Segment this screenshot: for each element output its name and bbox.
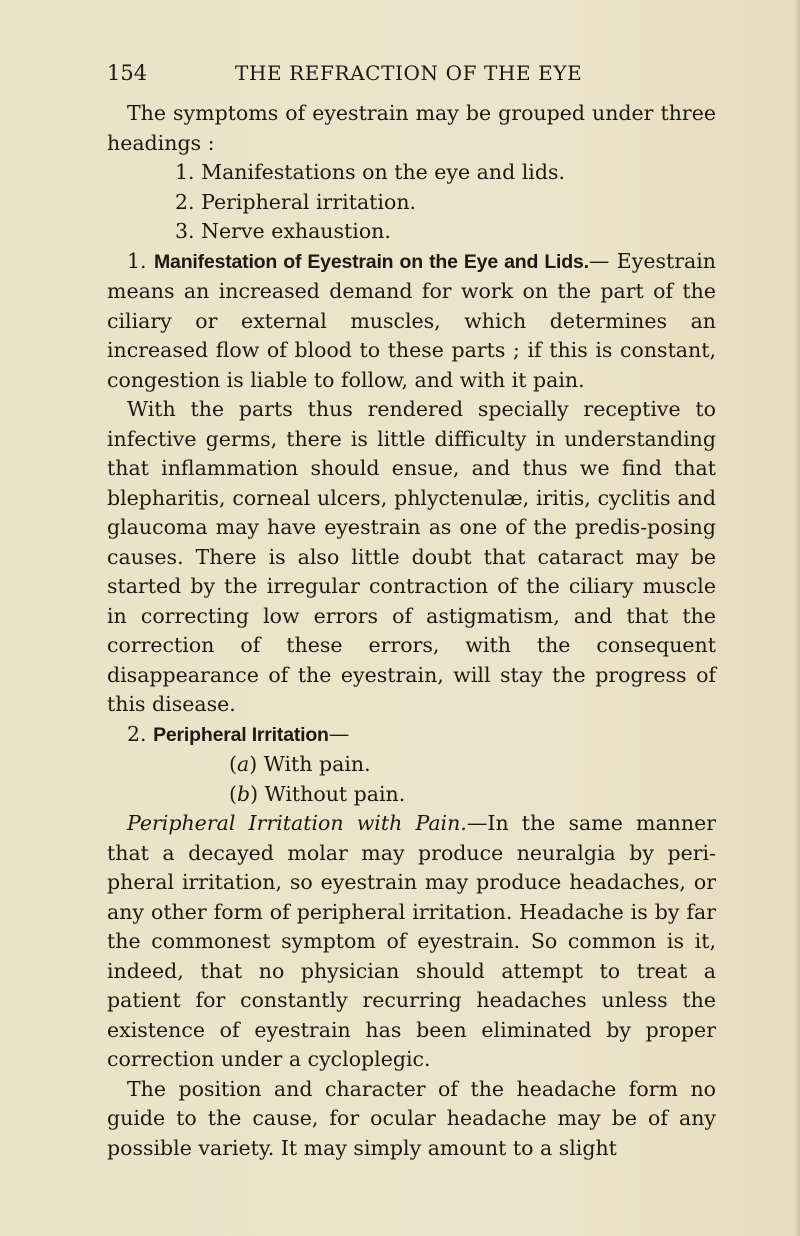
- section-2-subheading: Peripheral Irritation with Pain.: [127, 811, 467, 835]
- list-number: 2.: [175, 189, 195, 214]
- section-2-paragraph-2: The position and character of the headache form no guide to the cause, for ocular headache may be of any possible variety. It may simply amount to a slight: [107, 1076, 716, 1160]
- section-2-text: In the same manner that a decayed molar may produce neuralgia by peri-pheral irritation, so eyestrain may produce headaches, or any other form of peripheral irritation. Headache is by far the commonest symptom of eyestrain. So common is it, indeed, that no physician should attempt to treat a patient for constantly recurring headaches unless the existence of eyestrain has been eliminated by proper correction under a cycloplegic.: [107, 811, 716, 1071]
- section-2-heading: Peripheral Irritation: [153, 723, 329, 746]
- section-1-number: 1.: [127, 248, 147, 273]
- page-number: 154: [107, 61, 148, 85]
- body-text: [107, 99, 716, 1163]
- section-1-paragraph: [107, 247, 716, 396]
- section-1-heading: Manifestation of Eyestrain on the Eye and Lids.: [154, 250, 589, 273]
- section-2-number: 2.: [127, 721, 147, 746]
- section-1-paragraph-2: With the parts thus rendered specially receptive to infective germs, there is little difficulty in understanding that inflammation should ensue, and thus we find that blepharitis, corneal ulcers, phlyctenulæ, iritis, cyclitis and glaucoma may have eyestrain as one of the predis-posing causes. There is also little doubt that cataract may be started by the irregular contraction of the ciliary muscle in correcting low errors of astigmatism, and that the correction of these errors, with the consequent disappearance of the eyestrain, will stay the progress of this disease.: [107, 397, 716, 716]
- section-2-subdash: —: [466, 811, 488, 835]
- section-1-dash: —: [588, 248, 610, 273]
- list-text: Nerve exhaustion.: [201, 219, 391, 243]
- subitem-text: Without pain.: [264, 781, 406, 806]
- list-number: 3.: [175, 219, 195, 243]
- running-title: THE REFRACTION OF THE EYE: [235, 61, 583, 85]
- subitem-text: With pain.: [263, 752, 371, 776]
- headings-list-item-1: [107, 158, 716, 188]
- list-number: 1.: [175, 160, 195, 184]
- list-text: Manifestations on the eye and lids.: [201, 160, 565, 184]
- subitem-label: b: [237, 781, 251, 806]
- subitem-label: a: [237, 752, 250, 776]
- headings-list-item-2: [107, 188, 716, 218]
- intro-paragraph: The symptoms of eyestrain may be grouped under three headings :: [107, 101, 716, 155]
- running-head: [107, 58, 712, 88]
- list-text: Peripheral irritation.: [201, 189, 417, 214]
- section-2-dash: —: [328, 721, 350, 746]
- headings-list-item-3: [107, 217, 716, 247]
- page-edge-shadow: [794, 0, 800, 1236]
- section-2-paragraph-1: [107, 809, 716, 1075]
- section-1-text: Eyestrain means an increased demand for work on the part of the ciliary or external muscles, which determines an increased flow of blood to these parts ; if this is constant, congestion is liable to follow, and with it pain.: [107, 248, 716, 392]
- section-2-heading-line: [107, 720, 716, 751]
- section-2-subitem-a: (a) With pain.: [229, 752, 371, 776]
- section-2-subitem-b: (b) Without pain.: [229, 781, 406, 806]
